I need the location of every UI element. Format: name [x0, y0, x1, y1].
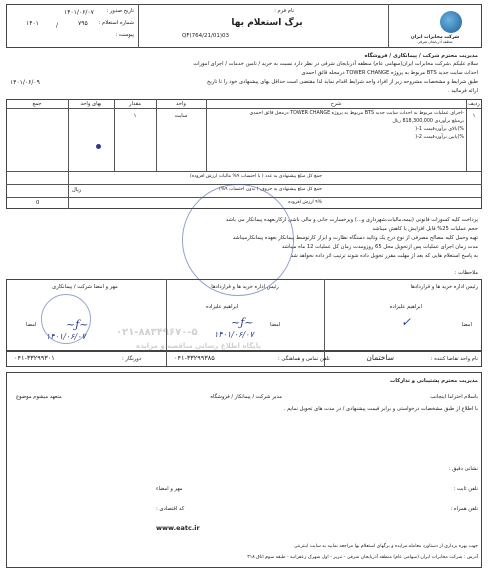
row-description-2: برمبلغ برآوردی 818,300,000 ریال — [392, 119, 464, 124]
col-quantity: مقدار — [128, 101, 142, 107]
procurement-title: رئیس اداره خرید ها و قراردادها — [211, 284, 279, 290]
row-unit: سایت — [174, 113, 188, 119]
inquiry-no: ۷۹۵ — [78, 20, 88, 27]
col-row-no: ردیف — [468, 101, 480, 107]
contact-row — [6, 351, 482, 367]
row-no: ۱ — [472, 113, 476, 119]
intro-line-1: سلام علیکم ،شرکت مخابرات ایران(سهامی عام) منطقه آذربایجان شرقی در نظر دارد نسبت به خرید / تامین خدمات / اجرای امورات — [193, 61, 478, 67]
reply-role: مدیر شرکت / پیمانکار / فروشگاه — [210, 394, 282, 400]
attachment-label: پیوست : — [115, 32, 134, 38]
reply-salutation: باسلام احتراما اینجانب — [430, 394, 478, 400]
inquiry-year: ۱۴۰۱ — [26, 20, 39, 27]
fax-value: ۰۴۱-۳۳۲۹۹۳۰۱ — [14, 354, 55, 362]
term-5: به پاسخ استعلام هایی که بعد از مهلت مقرر تحویل داده شوند ترتیب اثر داده نخواهد شد — [290, 253, 478, 259]
address-label: نشانی دقیق : — [448, 466, 478, 472]
term-1: پرداخت کلیه کسورات قانونی (بیمه،مالیات،شهرداری و...) وبرخسارت جانی و مالی ناشی ازکاربعهده پیمانکار می باشد — [225, 217, 478, 223]
company-seal-label: مهر و امضا شرکت / پیمانکاری — [52, 284, 118, 290]
company-region: منطقه آذربایجان شرقی — [417, 40, 453, 44]
fax-label: دورنگار : — [122, 356, 142, 362]
vat-value: 0 — [36, 200, 40, 206]
issue-date-label: تاریخ صدور : — [106, 8, 134, 14]
issue-date: ۱۴۰۱/۰۶/۰۷ — [64, 9, 94, 16]
form-code: QF(764/21/01)03 — [182, 33, 229, 39]
col-unit-price: بهای واحد — [80, 101, 102, 107]
col-description: شرح — [330, 101, 342, 107]
total-numeric-label: جمع کل مبلغ پیشنهادی به عدد ( با احتساب ۹% مالیات ارزش افزوده) — [190, 174, 322, 179]
inquiry-no-label: شماره استعلام : — [98, 20, 134, 26]
mobile-label: تلفن همراه : — [450, 506, 478, 512]
notes-label: ملاحظات : — [454, 270, 478, 276]
intro-line-3: طبق شرایط و مشخصات مشروحه زیر از افراد واجد شرایط اقدام نماید لذا مقتضی است حداقل بهای پیشنهادی خود را تا تاریخ — [206, 79, 478, 85]
requester-signature: ✓ — [401, 315, 412, 329]
requester-sign-label: امضا — [461, 322, 472, 328]
company-stamp — [41, 294, 91, 344]
reply-body: با اطلاع از طبق مشخصات درخواستی و برابر قیمت پیشنهادی / در مدت های تحویل نمایم . — [283, 406, 478, 412]
currency: ریال — [72, 187, 82, 193]
col-total: جمع — [32, 101, 42, 107]
intro-line-4: ارائه فرمائید . — [448, 88, 478, 94]
deadline-date: ۱۴۰۱/۰۶/۰۹ — [10, 79, 40, 86]
seal-sign-date: ۱۴۰۱/۰۶/۰۷ — [46, 332, 86, 341]
requesting-unit-label: نام واحد تقاضا کننده : — [430, 356, 478, 362]
economic-label: کد اقتصادی : — [156, 506, 185, 512]
watermark-title: پایگاه اطلاع رسانی مناقصه و مزایده — [136, 342, 262, 350]
buyer-signature: ~ƒ~ — [231, 316, 254, 329]
phone-label: تلفن ثابت : — [453, 486, 478, 492]
watermark-phone: ۰۲۱-۸۸۳۴۹۶۷۰-۵ — [116, 327, 198, 338]
name-label: نام فرم : — [274, 8, 294, 14]
seal-sign-label: امضا — [26, 322, 37, 328]
buyer-sign-label: امضا — [270, 322, 281, 328]
requester-name: ابراهیم علیزاده — [389, 304, 422, 310]
reply-commit: متعهد میشوم موضوع — [16, 394, 62, 400]
seal-label: مهر و امضاء — [156, 486, 183, 492]
row-quantity: ۱ — [133, 113, 137, 119]
contact-label: تلفن تماس و هماهنگی : — [278, 356, 330, 362]
col-unit: واحد — [176, 101, 186, 107]
total-words-label: جمع کل مبلغ پیشنهادی به حروف ( بدون احتساب ۹%) — [218, 187, 322, 192]
row-description-4: %)پایین برآوردقیمت 2-( — [415, 135, 464, 140]
seal-signature: ~ƒ~ — [66, 318, 89, 331]
term-4: مدت زمان اجرای عملیات پس ازتحویل محل 65 روزومدت زمان کل عملیات 12 ماه میباشد — [281, 244, 478, 250]
company-logo — [440, 11, 462, 33]
contact-phone: ۰۴۱-۳۳۲۹۹۳۸۵ — [174, 354, 215, 362]
vat-label: ۹% ارزش افزوده — [288, 200, 322, 205]
blue-mark — [96, 144, 101, 149]
reply-addressee: مدیریت محترم پشتیبانی و تدارکات — [390, 378, 478, 384]
term-3: تهیه وحمل کلیه مصالح مصرفی از نوع درج یک وتائید دستگاه نظارت و ابزار کارتوسط پیمانکار بعهده پیمانکارمیباشد — [232, 235, 478, 241]
requester-title: رئیس اداره خرید ها و قراردادها — [410, 284, 478, 290]
form-title: برگ استعلام بها — [231, 18, 303, 28]
reply-frame — [6, 372, 482, 568]
addressee: مدیریت محترم شرکت / پیمانکاری / فروشگاه — [364, 53, 478, 59]
website[interactable]: www.eatc.ir — [156, 524, 200, 532]
footer-address: آدرس : شرکت مخابرات ایران (سهامی عام) منطقه آذربایجان شرقی - تبریز - اول شهرک زعفرانیه - طبقه سوم اتاق ۳۱۸ — [247, 555, 478, 560]
requesting-unit-value: ساختمان — [366, 353, 394, 362]
buyer-sign-date: ۱۴۰۱/۰۶/۰۷ — [214, 330, 254, 339]
inquiry-form: شرکت مخابرات ایران منطقه آذربایجان شرقی نام فرم : برگ استعلام بها QF(764/21/01)03 تاریخ صدور : ۱۴۰۱/۰۶/۰۷ شماره استعلام : ۷۹۵ / ۱۴۰۱ پیوست : مدیریت محترم شرکت / پیمانکاری / فروشگاه سلام علیکم ،شرکت مخابرات ایران(سهامی عام) منطقه آذربایجان شرقی در نظر دارد نسبت به خرید / تامین خدمات / اجرای امورات احداث سایت جدید BTS مربوط به پروژه TOWER CHANGE درمحله قائق احمدی طبق شرایط و مشخصات مشروحه زیر از افراد واجد شرایط اقدام نماید لذا مقتضی است حداقل بهای پیشنهادی خود را تا تاریخ ۱۴۰۱/۰۶/۰۹ ارائه فرمائید . ردیف شرح واحد مقدار بهای واحد جمع ۱ -اجرای عملیات مربوط به احداث سایت جدید BTS مربوط به پروژه TOWER CHANGE درمحل قائق احمدی برمبلغ برآوردی 818,300,000 ریال %)بالای برآوردقیمت 1-( %)پایین برآوردقیمت 2-( سایت ۱ جمع کل مبلغ پیشنهادی به عدد ( با احتساب ۹% مالیات ارزش افزوده) ریال جمع کل مبلغ پیشنهادی به حروف ( بدون احتساب ۹%) ۹% ارزش افزوده 0 پرداخت کلیه کسورات قانونی (بیمه،مالیات،شهرداری و...) وبرخسارت جانی و مالی ناشی ازکاربعهده پیمانکار می باشد حجم عملیات 25% قابل افزایش یا کاهش میباشد تهیه وحمل کلیه مصالح مصرفی از نوع درج یک وتائید دستگاه نظارت و ابزار کارتوسط پیمانکار بعهده پیمانکارمیباشد مدت زمان اجرای عملیات پس ازتحویل محل 65 روزومدت زمان کل عملیات 12 ماه میباشد به پاسخ استعلام هایی که بعد از مهلت مقرر تحویل داده شوند ترتیب اثر داده نخواهد شد ملاحظات : ۰۲۱-۸۸۳۴۹۶۷۰-۵ پایگاه اطلاع رسانی مناقصه و مزایده رئیس اداره خرید ها و قراردادها ابراهیم علیزاده امضا رئیس اداره خرید ها و قراردادها ابراهیم علیزاده امضا مهر و امضا شرکت / پیمانکاری امضا ~ƒ~ ۱۴۰۱/۰۶/۰۷ ~ƒ~ ۱۴۰۱/۰۶/۰۷ ✓ نام واحد تقاضا کننده : ساختمان تلفن تماس و هماهنگی : ۰۴۱-۳۳۲۹۹۳۸۵ دورنگار : ۰۴۱-۳۳۲۹۹۳۰۱ مدیریت محترم پشتیبانی و تدارکات باسلام احتراما اینجانب مدیر شرکت / پیمانکار / فروشگاه با اطلاع از طبق مشخصات درخواستی و برابر قیمت پیشنهادی / در مدت های تحویل نمایم . متعهد میشوم موضوع نشانی دقیق : تلفن ثابت : تلفن همراه : مهر و امضاء کد اقتصادی : www.eatc.ir جهت بهره برداری از دستاورد معامله،مزایده و برگهای استعلام بها مراجعه نمایید به سایت اینترنتی آدرس : شرکت مخابرات ایران (سهامی عام) منطقه آذربایجان شرقی - تبریز - اول شهرک زعفرانیه - طبقه سوم اتاق ۳۱۸ — [6, 4, 482, 572]
term-2: حجم عملیات 25% قابل افزایش یا کاهش میباشد — [372, 226, 478, 232]
company-name: شرکت مخابرات ایران — [410, 35, 460, 40]
intro-line-2: احداث سایت جدید BTS مربوط به پروژه TOWER CHANGE درمحله قائق احمدی — [301, 70, 478, 76]
row-description-1: -اجرای عملیات مربوط به احداث سایت جدید BTS مربوط به پروژه TOWER CHANGE درمحل قائق احمدی — [249, 111, 464, 116]
buyer-name: ابراهیم علیزاده — [206, 304, 239, 310]
row-description-3: %)بالای برآوردقیمت 1-( — [415, 127, 464, 132]
footer-note: جهت بهره برداری از دستاورد معامله،مزایده و برگهای استعلام بها مراجعه نمایید به سایت اینترنتی — [293, 544, 478, 549]
